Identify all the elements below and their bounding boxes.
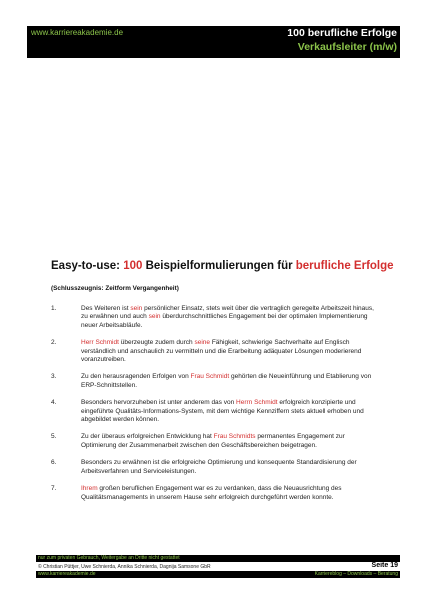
- document-title: 100 berufliche Erfolge: [287, 27, 397, 39]
- highlighted-text: Ihrem: [81, 485, 98, 493]
- text-segment: gehörten die Neueinführung und Etablierung von ERP-Schnittstellen.: [81, 373, 372, 389]
- footer-copyright: © Christian Püttjer, Uwe Schnierda, Annika Schnierda, Dagnija Samsone GbR: [38, 564, 211, 570]
- list-item-text: [81, 399, 381, 424]
- list-item-text: [81, 433, 381, 450]
- list-item-number: 7.: [51, 485, 57, 493]
- highlighted-text: Herr Schmidt: [81, 339, 119, 347]
- section-subheading: (Schlusszeugnis: Zeitform Vergangenheit): [51, 285, 179, 292]
- list-item-text: [81, 459, 381, 476]
- list-item-number: 4.: [51, 399, 57, 407]
- text-segment: persönlicher Einsatz, stets weit über die vertraglich geregelte Arbeitszeit hinaus, zu erwähnen und auch: [81, 305, 374, 321]
- page-number: Seite 19: [371, 562, 398, 569]
- heading-text-1: Easy-to-use:: [51, 260, 124, 272]
- heading-number: 100: [123, 260, 143, 272]
- text-segment: Des Weiteren ist: [81, 305, 131, 312]
- list-item: [51, 459, 381, 476]
- text-segment: großen beruflichen Engagement war es zu verdanken, dass die Neuausrichtung des Qualitätsmanagements in unserem Hause sehr erfolgreich durchgeführt werden konnte.: [81, 485, 342, 501]
- footer-notice-bar: [36, 555, 400, 562]
- list-item: [51, 339, 381, 364]
- list-item: [51, 373, 381, 390]
- text-segment: Besonders hervorzuheben ist unter anderem das von: [81, 399, 237, 407]
- list-item-text: [81, 339, 381, 364]
- highlighted-text: Herrn Schmidt: [236, 399, 278, 407]
- list-item: [51, 399, 381, 424]
- footer-info: [36, 562, 400, 571]
- heading-text-3: berufliche Erfolge: [295, 260, 394, 272]
- text-segment: überzeugte zudem durch: [118, 339, 195, 347]
- list-item-text: [81, 373, 381, 390]
- list-item: [51, 433, 381, 450]
- text-segment: Besonders zu erwähnen ist die erfolgreiche Optimierung und konsequente Standardisierung der Arbeitsverfahren und Serviceleistungen.: [81, 459, 357, 475]
- footer-link-bar: [36, 571, 400, 578]
- list-item-text: [81, 485, 381, 502]
- highlighted-text: sein: [148, 313, 161, 321]
- list-item-number: 3.: [51, 373, 57, 381]
- list-item: [51, 305, 381, 330]
- highlighted-text: Frau Schmidt: [190, 373, 230, 381]
- footer-url[interactable]: www.karriereakademie.de: [38, 571, 96, 577]
- document-subtitle: Verkaufsleiter (m/w): [297, 41, 397, 53]
- list-item-number: 1.: [51, 305, 57, 312]
- footer-notice: nur zum privaten Gebrauch, Weitergabe an Dritte nicht gestattet: [38, 555, 180, 561]
- example-list: [51, 305, 381, 511]
- heading-text-2: Beispielformulierungen für: [142, 260, 296, 272]
- list-item: [51, 485, 381, 502]
- highlighted-text: sein: [130, 305, 143, 312]
- text-segment: Fähigkeit, schwierige Sachverhalte auf Englisch verständlich und anschaulich zu vermitteln und die Erarbeitung adäquater Lösungen moderierend voranzutreiben.: [81, 339, 362, 364]
- footer-tagline: Karriereblog – Downloads – Beratung: [314, 571, 398, 577]
- text-segment: erfolgreich konzipierte und eingeführte Qualitäts-Informations-System, mit dem wichtige Kennziffern stets aktuell erhoben und abgebildet werden können.: [81, 399, 364, 424]
- page-header: [27, 26, 400, 58]
- text-segment: permanentes Engagement zur Optimierung der Zusammenarbeit zwischen den Geschäftsbereichen beigetragen.: [81, 433, 345, 449]
- text-segment: Zu den herausragenden Erfolgen von: [81, 373, 191, 381]
- list-item-number: 6.: [51, 459, 57, 467]
- section-heading: [51, 260, 394, 272]
- highlighted-text: seine: [194, 339, 211, 347]
- list-item-number: 2.: [51, 339, 57, 347]
- highlighted-text: Frau Schmidts: [213, 433, 256, 441]
- text-segment: Zu der überaus erfolgreichen Entwicklung hat: [81, 433, 214, 441]
- list-item-text: [81, 305, 381, 330]
- text-segment: überdurchschnittliches Engagement bei der optimalen Implementierung neuer Arbeitsabläufe.: [81, 313, 368, 329]
- header-url[interactable]: www.karriereakademie.de: [31, 28, 124, 37]
- list-item-number: 5.: [51, 433, 57, 441]
